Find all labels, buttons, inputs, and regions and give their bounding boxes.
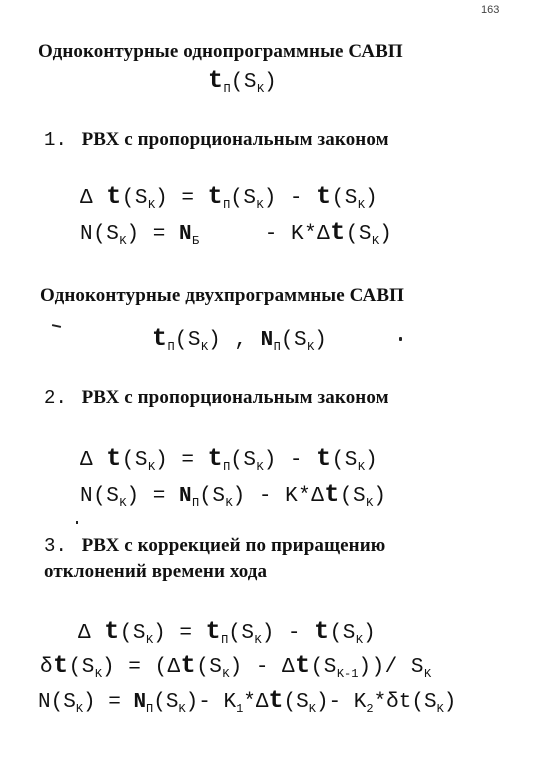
scan-mark <box>52 324 61 328</box>
item-title: РВХ с коррекцией по приращению <box>81 535 386 556</box>
section-title-dual-program: Одноконтурные двухпрограммные САВП <box>40 285 404 306</box>
item-1-heading <box>44 129 389 151</box>
scan-mark <box>76 521 78 524</box>
item-3-heading <box>44 535 385 557</box>
program-formula-dual: $t_П(S_K)$ , $N_П(S_K)$ <box>152 324 328 354</box>
item-title: РВХ с пропорциональным законом <box>81 387 389 408</box>
program-formula: $t_П(S_K)$ <box>208 66 278 96</box>
formula-n-1: $N(S_K) = N_Б$ - $K*\Delta t(S_K)$ <box>80 218 393 248</box>
item-3-heading-line2: отклонений времени хода <box>44 561 268 582</box>
item-title: РВХ с пропорциональным законом <box>81 129 389 150</box>
formula-delta-small-t: $\delta t(S_K) = (\Delta t(S_K) - \Delta t(S_{K-1}))/$ $S_K$ <box>40 651 432 681</box>
scan-mark <box>399 337 402 341</box>
item-2-heading <box>44 387 389 409</box>
formula-delta-t-2: Δ $t(S_K) = t_П(S_K) - t(S_K)$ <box>80 444 379 474</box>
item-number: 3. <box>44 535 68 557</box>
formula-n-2: $N(S_K) = N_П(S_K) - K*\Delta t(S_K)$ <box>80 480 387 510</box>
formula-delta-t-3: Δ $t(S_K) = t_П(S_K) - t(S_K)$ <box>78 617 377 647</box>
formula-n-3: $N(S_K) = N_П(S_K)-$ $K_1*\Delta t(S_K)-$ $K_2*\delta t(S_K)$ <box>38 686 457 716</box>
section-title-single-program: Одноконтурные однопрограммные САВП <box>38 41 403 62</box>
formula-delta-t-1: Δ $t(S_K) = t_П(S_K) - t(S_K)$ <box>80 182 379 212</box>
item-number: 2. <box>44 387 68 409</box>
item-number: 1. <box>44 129 68 151</box>
page-number: 163 <box>481 4 500 16</box>
